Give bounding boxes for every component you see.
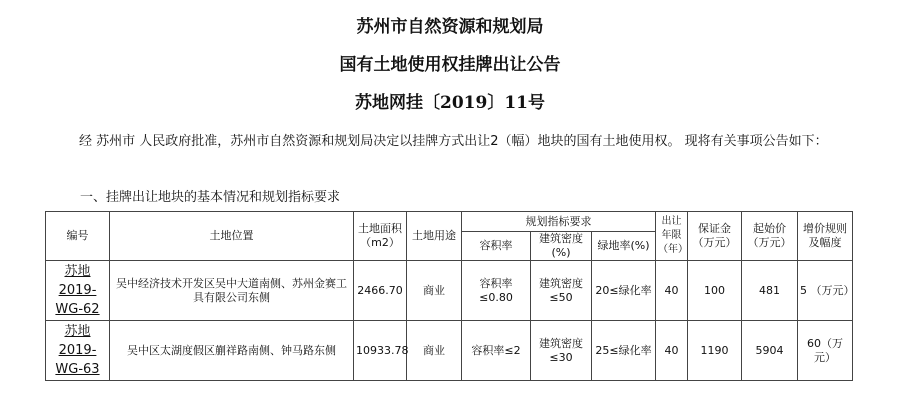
header-area: 土地面积（m2）: [354, 212, 407, 261]
land-parcel-table: [45, 211, 853, 381]
header-plot-ratio: 容积率: [462, 232, 531, 261]
parcel-deposit: 100: [688, 261, 742, 321]
header-location: 土地位置: [110, 212, 354, 261]
header-planning: 规划指标要求: [462, 212, 656, 232]
header-deposit: 保证金（万元）: [688, 212, 742, 261]
parcel-years: 40: [656, 261, 688, 321]
header-code: 编号: [46, 212, 110, 261]
parcel-years: 40: [656, 321, 688, 381]
parcel-use: 商业: [407, 261, 462, 321]
parcel-deposit: 1190: [688, 321, 742, 381]
parcel-density: 建筑密度≤50: [531, 261, 592, 321]
table-row: [46, 261, 853, 321]
parcel-density: 建筑密度≤30: [531, 321, 592, 381]
announcement-title: 国有土地使用权挂牌出让公告: [339, 55, 561, 75]
header-density: 建筑密度(%): [531, 232, 592, 261]
header-increment: 增价规则及幅度: [798, 212, 853, 261]
parcel-use: 商业: [407, 321, 462, 381]
header-start-price: 起始价（万元）: [742, 212, 798, 261]
header-use: 土地用途: [407, 212, 462, 261]
parcel-increment: 60（万元）: [798, 321, 853, 381]
table-row: [46, 321, 853, 381]
parcel-start-price: 481: [742, 261, 798, 321]
parcel-plot-ratio: 容积率≤0.80: [462, 261, 531, 321]
header-years: 出让年限（年）: [656, 212, 688, 261]
header-green: 绿地率(%): [592, 232, 656, 261]
parcel-area: 10933.78: [354, 321, 407, 381]
parcel-code-link[interactable]: 苏地2019-WG-62: [46, 261, 110, 321]
parcel-location: 吴中区太湖度假区蒯祥路南侧、钟马路东侧: [110, 321, 354, 381]
parcel-start-price: 5904: [742, 321, 798, 381]
parcel-increment: 5 （万元）: [798, 261, 853, 321]
document-number: 苏地网挂〔2019〕11号: [355, 93, 545, 113]
parcel-code-link[interactable]: 苏地2019-WG-63: [46, 321, 110, 381]
parcel-area: 2466.70: [354, 261, 407, 321]
parcel-green: 25≤绿化率: [592, 321, 656, 381]
section-title: 一、挂牌出让地块的基本情况和规划指标要求: [80, 190, 341, 205]
parcel-location: 吴中经济技术开发区吴中大道南侧、苏州金赛工具有限公司东侧: [110, 261, 354, 321]
parcel-green: 20≤绿化率: [592, 261, 656, 321]
org-heading: 苏州市自然资源和规划局: [356, 17, 544, 37]
parcel-plot-ratio: 容积率≤2: [462, 321, 531, 381]
intro-paragraph: 经 苏州市 人民政府批准，苏州市自然资源和规划局决定以挂牌方式出让2（幅）地块的国有土地使用权。 现将有关事项公告如下：: [79, 134, 828, 149]
